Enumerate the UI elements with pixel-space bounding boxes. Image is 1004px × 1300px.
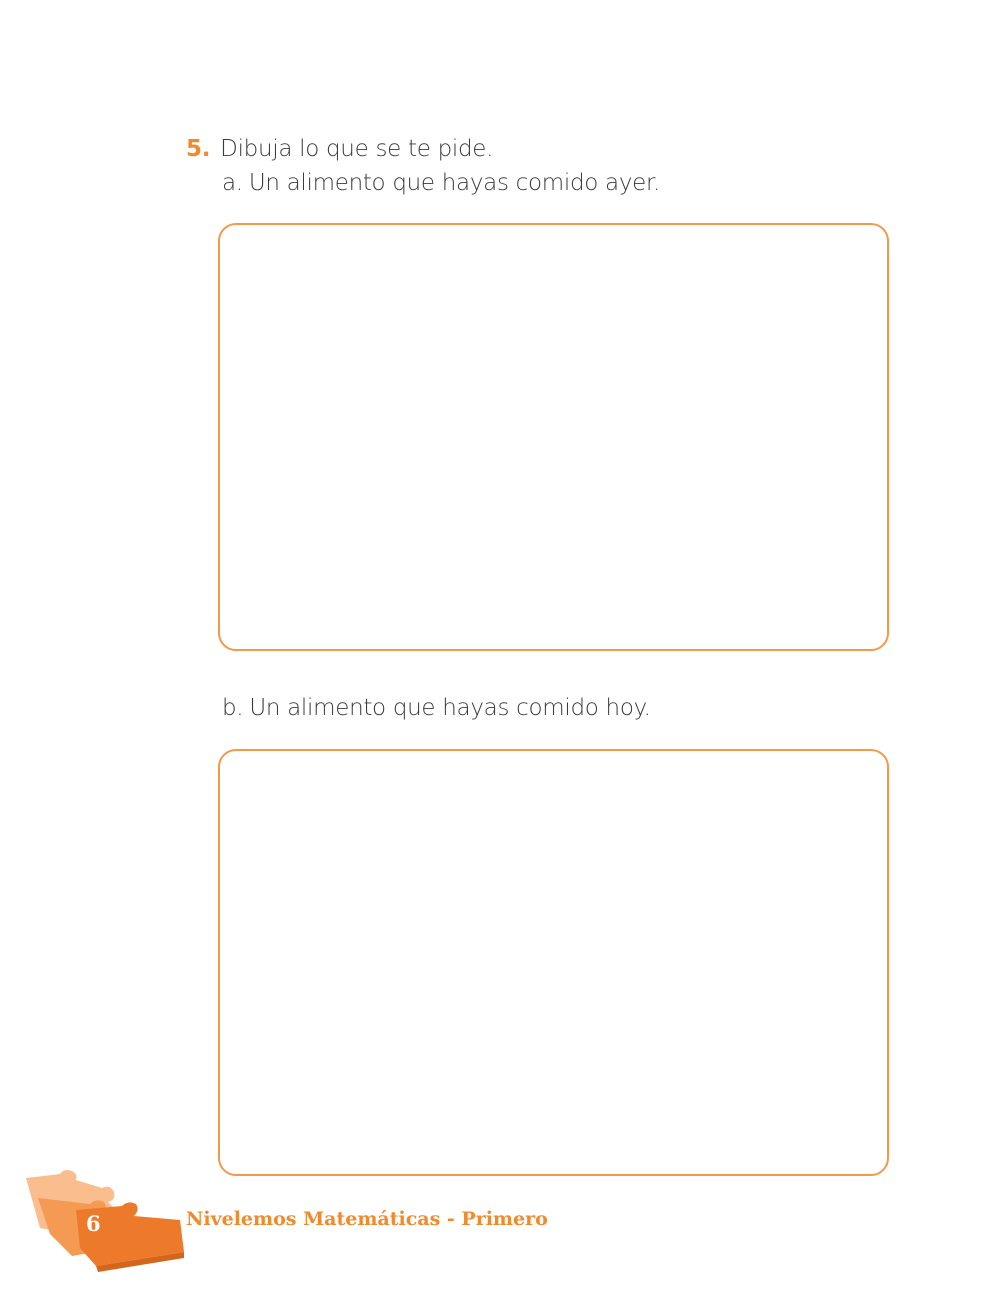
item-a xyxy=(222,170,660,196)
item-a-text: Un alimento que hayas comido ayer. xyxy=(248,170,661,196)
drawing-area-b[interactable] xyxy=(218,749,889,1176)
question-prompt xyxy=(186,136,493,162)
item-b xyxy=(222,695,651,721)
footer-title: Nivelemos Matemáticas - Primero xyxy=(186,1208,548,1230)
item-b-text: Un alimento que hayas comido hoy. xyxy=(249,695,651,721)
item-a-letter: a. xyxy=(222,170,243,196)
page-number: 6 xyxy=(86,1211,101,1236)
question-number: 5. xyxy=(186,136,211,162)
drawing-area-a[interactable] xyxy=(218,223,889,651)
item-b-letter: b. xyxy=(222,695,244,721)
puzzle-pieces-icon xyxy=(20,1168,190,1272)
question-prompt-text: Dibuja lo que se te pide. xyxy=(220,136,494,162)
